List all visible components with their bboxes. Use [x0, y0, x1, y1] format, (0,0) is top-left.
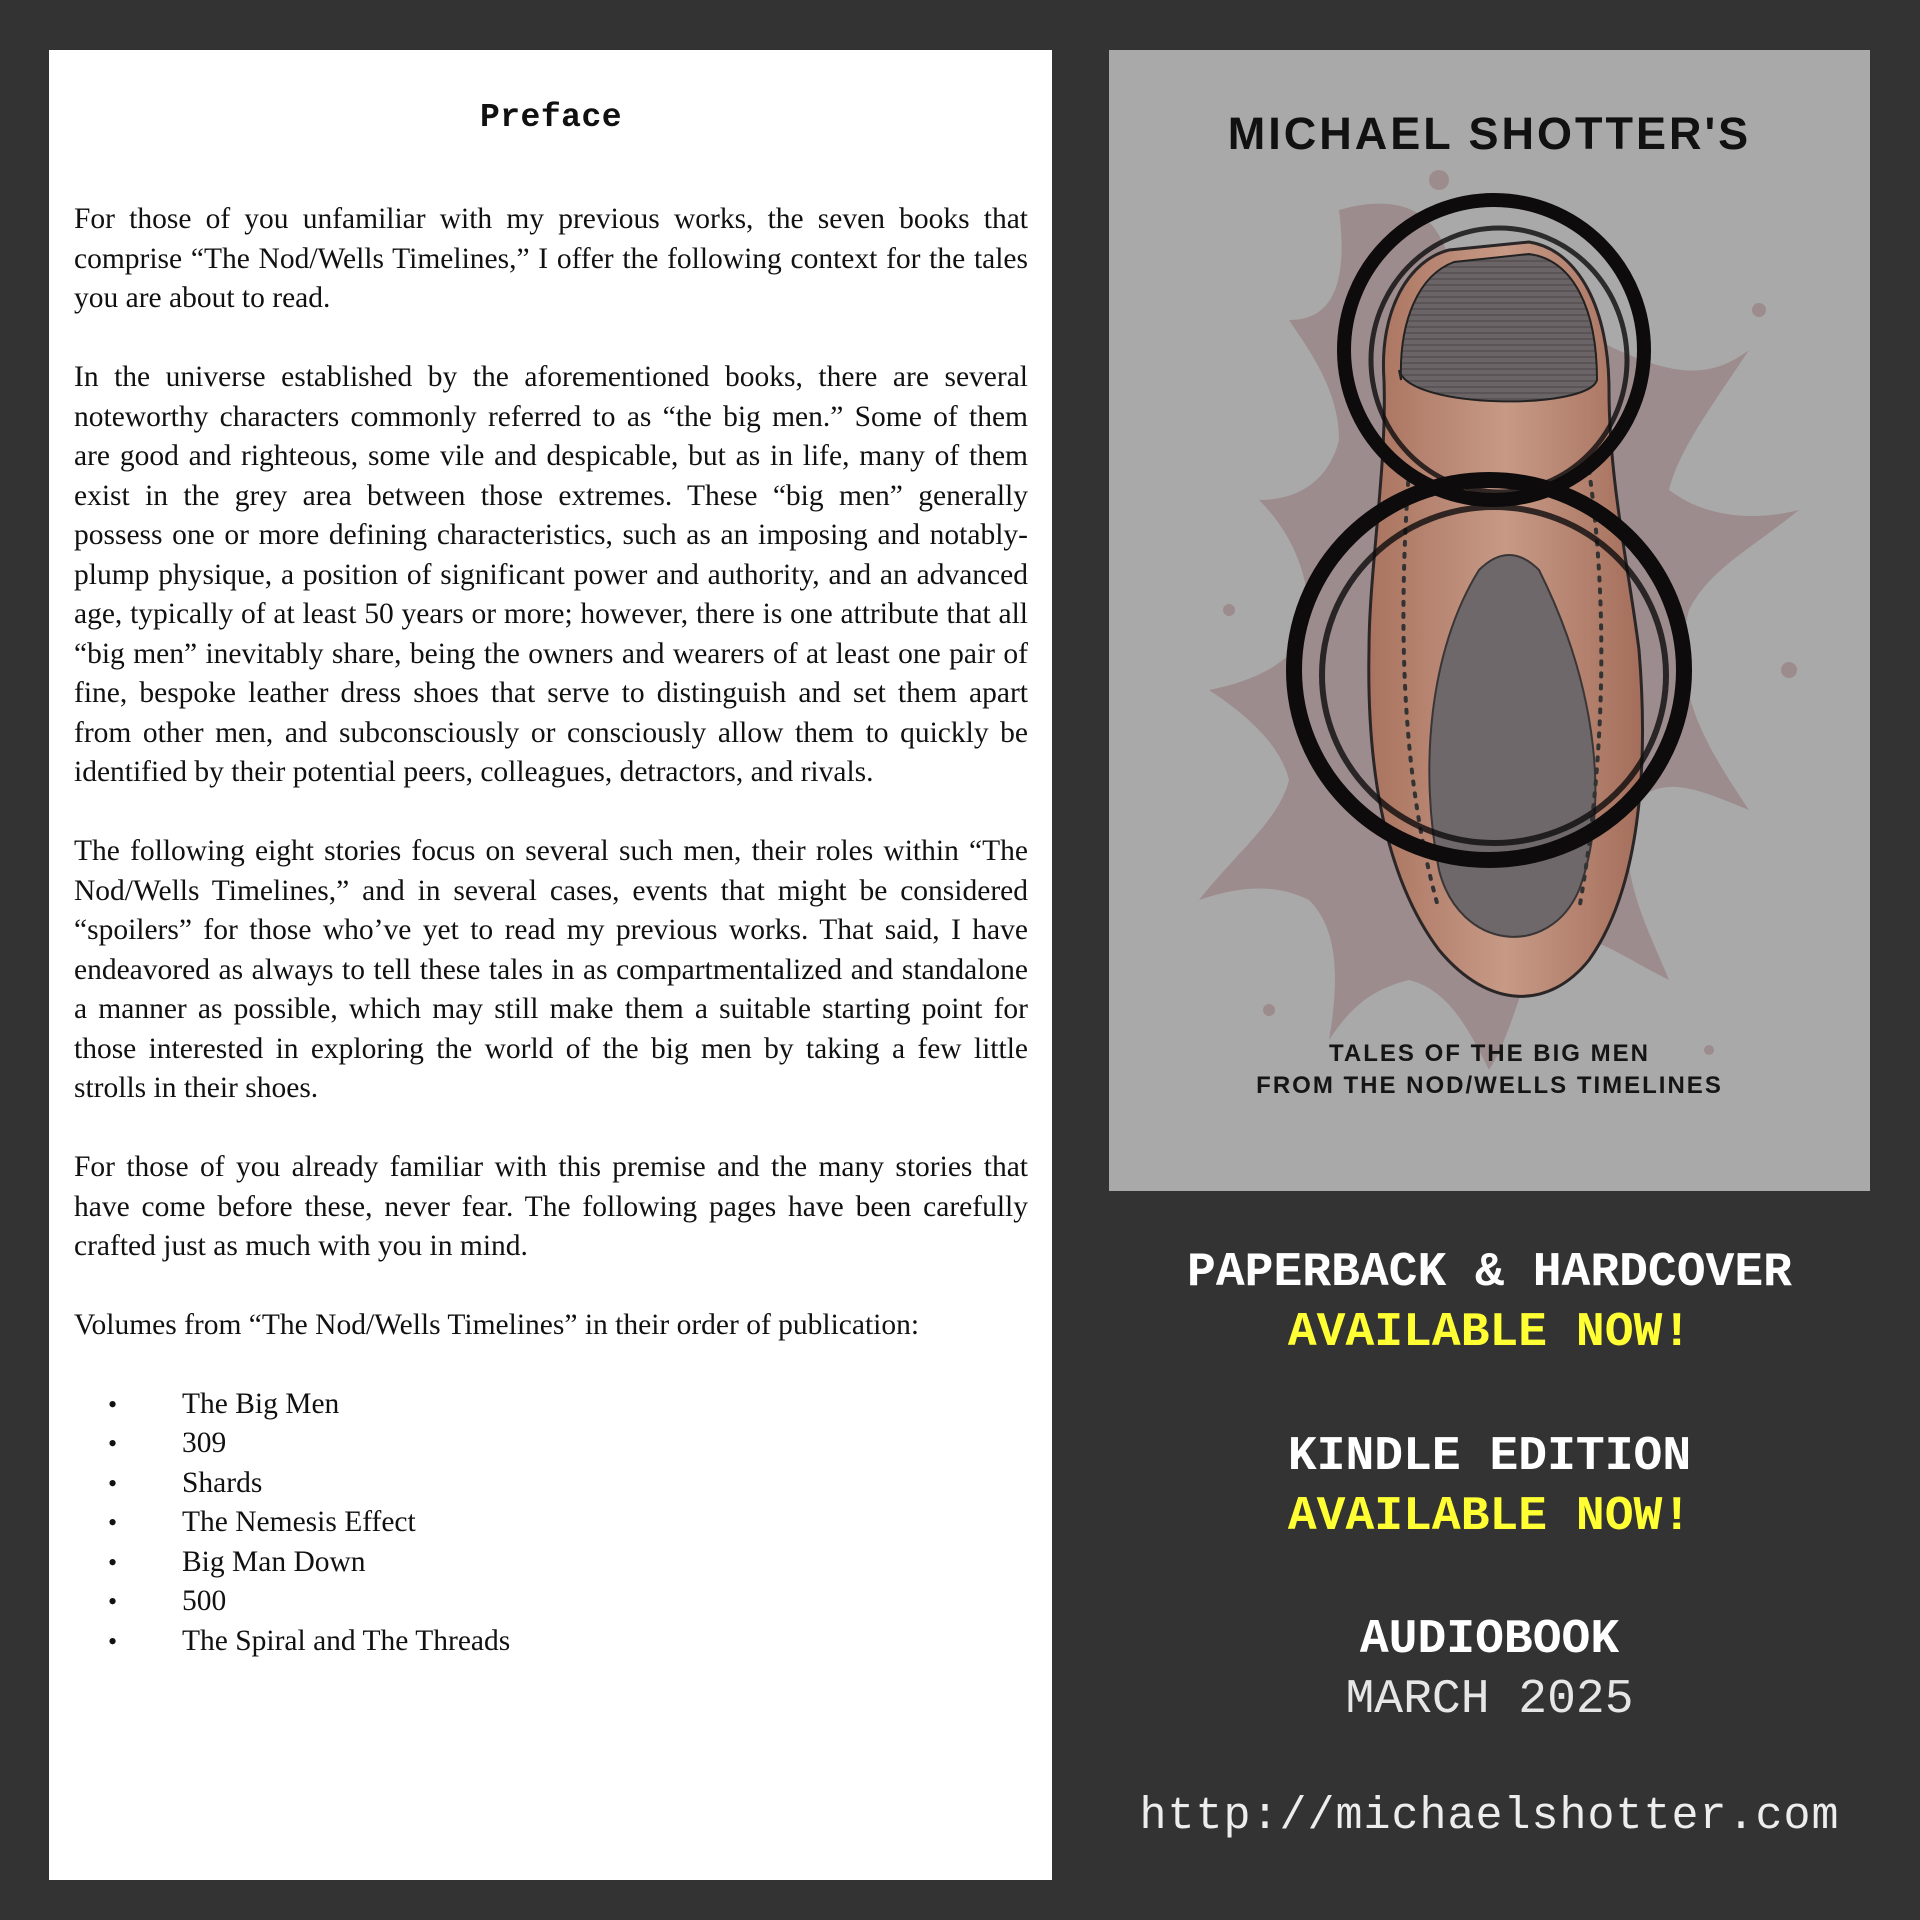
cover-art	[1109, 50, 1870, 1191]
list-item	[74, 1543, 1028, 1583]
bullet-icon: •	[108, 1389, 118, 1419]
book-cover	[1109, 50, 1870, 1191]
preface-paragraph-3: The following eight stories focus on several such men, their roles within “The Nod/Wells Timelines,” and in several cases, events that might be considered “spoilers” for those who’ve yet to read my previous works. That said, I have endeavored as always to tell these tales in as compartmentalized and standalone a manner as possible, which may still make them a suitable starting point for those interested in exploring the world of the big men by taking a few little strolls in their shoes.	[74, 835, 1028, 1104]
volume-title: Shards	[182, 1466, 263, 1499]
preface-paragraph-5: Volumes from “The Nod/Wells Timelines” in their order of publication:	[74, 1309, 920, 1341]
format-kindle: KINDLE EDITION	[1287, 1430, 1692, 1484]
website-url: http://michaelshotter.com	[1139, 1791, 1840, 1842]
promo-print	[1109, 1243, 1870, 1363]
cover-subtitle-line-2: FROM THE NOD/WELLS TIMELINES	[1256, 1072, 1723, 1099]
cover-author: MICHAEL SHOTTER'S	[1227, 108, 1752, 159]
status-kindle: AVAILABLE NOW!	[1287, 1490, 1692, 1544]
bullet-icon: •	[108, 1626, 118, 1656]
volume-title: The Spiral and The Threads	[182, 1624, 511, 1657]
preface-paragraph-1: For those of you unfamiliar with my previous works, the seven books that comprise “The Nod/Wells Timelines,” I offer the following context for the tales you are about to read.	[74, 203, 1028, 314]
status-audiobook: MARCH 2025	[1345, 1673, 1634, 1727]
volume-title: 309	[182, 1427, 227, 1459]
promo-audiobook	[1109, 1610, 1870, 1730]
shoe-sole	[1369, 242, 1643, 996]
volume-title: 500	[182, 1585, 227, 1617]
list-item	[74, 1582, 1028, 1622]
bullet-icon: •	[108, 1547, 118, 1577]
list-item	[74, 1622, 1028, 1662]
bullet-icon: •	[108, 1468, 118, 1498]
preface-paragraph-4: For those of you already familiar with this premise and the many stories that have come before these, never fear. The following pages have been carefully crafted just as much with you in mind.	[74, 1151, 1028, 1262]
format-audiobook: AUDIOBOOK	[1359, 1613, 1620, 1667]
volume-list	[74, 1385, 1028, 1662]
status-print: AVAILABLE NOW!	[1287, 1306, 1692, 1360]
format-print: PAPERBACK & HARDCOVER	[1187, 1246, 1792, 1300]
list-item	[74, 1503, 1028, 1543]
list-item	[74, 1424, 1028, 1464]
volume-title: The Big Men	[182, 1387, 340, 1420]
preface-title: Preface	[479, 99, 623, 136]
bullet-icon: •	[108, 1587, 118, 1616]
promo-kindle	[1109, 1427, 1870, 1547]
bullet-icon: •	[108, 1429, 118, 1458]
preface-paragraph-2: In the universe established by the aforementioned books, there are several noteworthy characters commonly referred to as “the big men.” Some of them are good and righteous, some vile and despicable, but as in life, many of them exist in the grey area between those extremes. These “big men” generally possess one or more defining characteristics, such as an imposing and notably-plump physique, a position of significant power and authority, and an advanced age, typically of at least 50 years or more; however, there is one attribute that all “big men” inevitably share, being the owners and wearers of at least one pair of fine, bespoke leather dress shoes that serve to distinguish and set them apart from other men, and subconsciously or consciously allow them to quickly be identified by their potential peers, colleagues, detractors, and rivals.	[74, 361, 1028, 788]
bullet-icon: •	[108, 1508, 118, 1537]
volume-title: Big Man Down	[182, 1545, 366, 1578]
preface-page	[49, 50, 1052, 1880]
list-item	[74, 1464, 1028, 1504]
list-item	[74, 1385, 1028, 1425]
volume-title: The Nemesis Effect	[182, 1506, 416, 1538]
cover-subtitle-line-1: TALES OF THE BIG MEN	[1329, 1040, 1650, 1067]
